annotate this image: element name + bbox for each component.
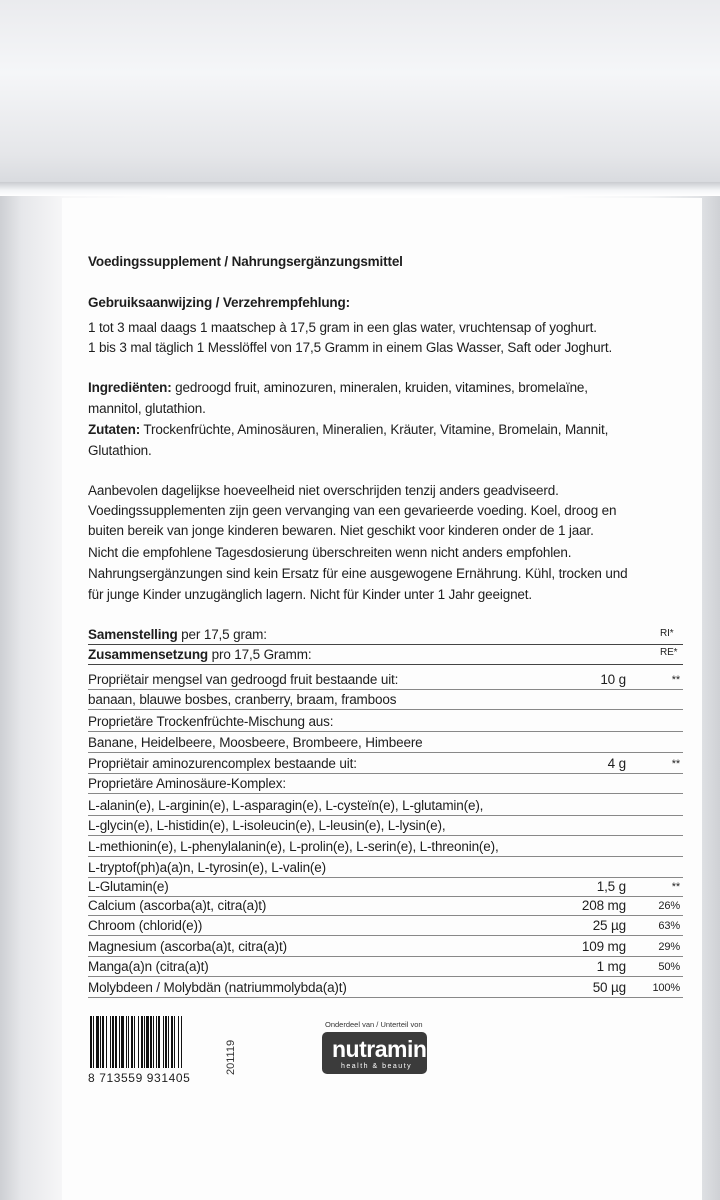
- composition-row-name: L-Glutamin(e): [88, 879, 169, 894]
- composition-row-name: banaan, blauwe bosbes, cranberry, braam, framboos: [88, 692, 397, 707]
- composition-row-ri: 29%: [658, 941, 680, 953]
- composition-row-divider: [88, 956, 683, 957]
- ingredients-de-text: Trockenfrüchte, Aminosäuren, Mineralien, Kräuter, Vitamine, Bromelain, Mannit,: [140, 422, 609, 437]
- barcode: [88, 1016, 220, 1070]
- composition-row-ri: 63%: [658, 920, 680, 932]
- composition-row-amount: 50 µg: [592, 980, 626, 995]
- barcode-bar: [153, 1016, 154, 1068]
- barcode-bar: [110, 1016, 111, 1068]
- composition-row-name: L-glycin(e), L-histidin(e), L-isoleucin(e), L-leusin(e), L-lysin(e),: [88, 818, 446, 833]
- composition-row-name: Calcium (ascorba(a)t, citra(a)t): [88, 898, 267, 913]
- composition-row-name: Manga(a)n (citra(a)t): [88, 959, 209, 974]
- barcode-bar: [168, 1016, 169, 1068]
- barcode-bar: [119, 1016, 120, 1068]
- composition-row-ri: **: [671, 674, 680, 686]
- barcode-bar: [181, 1016, 182, 1068]
- barcode-bar: [178, 1016, 179, 1068]
- barcode-bar: [156, 1016, 157, 1068]
- brand-tagline: health & beauty: [341, 1063, 413, 1070]
- composition-row-name: L-methionin(e), L-phenylalanin(e), L-prolin(e), L-serin(e), L-threonin(e),: [88, 839, 499, 854]
- lot-number: 201119: [225, 1039, 237, 1075]
- composition-row-amount: 4 g: [607, 756, 626, 771]
- barcode-bar: [138, 1016, 139, 1068]
- composition-row-divider: [88, 976, 683, 977]
- composition-row-amount: 10 g: [600, 672, 626, 687]
- composition-de-label: Zusammensetzung: [88, 647, 209, 662]
- composition-row-divider: [88, 689, 683, 690]
- composition-row-divider: [88, 835, 683, 836]
- composition-row-name: L-alanin(e), L-arginin(e), L-asparagin(e), L-cysteïn(e), L-glutamin(e),: [88, 798, 484, 813]
- barcode-bar: [174, 1016, 175, 1068]
- composition-row-name: Molybdeen / Molybdän (natriummolybda(a)t): [88, 980, 347, 995]
- composition-row-divider: [88, 815, 683, 816]
- composition-row-name: Propriëtair aminozurencomplex bestaande uit:: [88, 756, 357, 771]
- brand-caption: Onderdeel van / Unterteil von: [325, 1020, 423, 1029]
- barcode-bar: [171, 1016, 173, 1068]
- barcode-bar: [115, 1016, 117, 1068]
- ri-nl-header: RI*: [660, 628, 674, 639]
- barcode-bar: [112, 1016, 114, 1068]
- composition-row-divider: [88, 896, 683, 897]
- barcode-bar: [126, 1016, 127, 1068]
- composition-row-divider: [88, 793, 683, 794]
- barcode-bar: [100, 1016, 101, 1068]
- barcode-bar: [146, 1016, 149, 1068]
- barcode-bar: [128, 1016, 129, 1068]
- usage-line-nl: 1 tot 3 maal daags 1 maatschep à 17,5 gram in een glas water, vruchtensap of yoghurt.: [88, 320, 597, 335]
- barcode-bar: [144, 1016, 145, 1068]
- warning-line: Nicht die empfohlene Tagesdosierung überschreiten wenn nicht anders empfohlen.: [88, 545, 572, 560]
- warning-line: Voedingssupplementen zijn geen vervanging van een gevarieerde voeding. Koel, droog en: [88, 503, 617, 518]
- composition-divider: [88, 664, 683, 665]
- jar-lid: [0, 0, 720, 182]
- composition-row-divider: [88, 877, 683, 878]
- product-type-title: Voedingssupplement / Nahrungsergänzungsmittel: [88, 254, 403, 269]
- barcode-bar: [90, 1016, 92, 1068]
- warning-line: buiten bereik van jonge kinderen bewaren. Niet geschikt voor kinderen onder de 1 jaar.: [88, 523, 594, 538]
- barcode-bar: [165, 1016, 167, 1068]
- composition-de-rest: pro 17,5 Gramm:: [208, 647, 312, 662]
- composition-row-name: Magnesium (ascorba(a)t, citra(a)t): [88, 939, 287, 954]
- composition-row-ri: **: [671, 758, 680, 770]
- composition-row-divider: [88, 915, 683, 916]
- warning-line: für junge Kinder unzugänglich lagern. Nicht für Kinder unter 1 Jahr geeignet.: [88, 587, 532, 602]
- composition-row-amount: 1 mg: [596, 959, 626, 974]
- composition-row-name: Banane, Heidelbeere, Moosbeere, Brombeere, Himbeere: [88, 735, 423, 750]
- barcode-number: 8 713559 931405: [88, 1071, 191, 1085]
- composition-row-ri: 100%: [652, 982, 680, 994]
- barcode-bar: [163, 1016, 164, 1068]
- composition-row-divider: [88, 856, 683, 857]
- ingredients-nl-label: Ingrediënten:: [88, 380, 172, 395]
- ingredients-nl-text: gedroogd fruit, aminozuren, mineralen, kruiden, vitamines, bromelaïne,: [171, 380, 588, 395]
- barcode-bar: [121, 1016, 124, 1068]
- ingredients-de-line-2: Glutathion.: [88, 443, 152, 458]
- composition-row-name: Proprietäre Aminosäure-Komplex:: [88, 776, 286, 791]
- brand-name: nutramin: [332, 1036, 427, 1062]
- composition-divider: [88, 644, 683, 645]
- barcode-bar: [150, 1016, 152, 1068]
- composition-row-divider: [88, 935, 683, 936]
- jar-lid-rim: [0, 182, 720, 196]
- barcode-bar: [96, 1016, 99, 1068]
- ingredients-de-line-1: [88, 422, 608, 438]
- composition-row-ri: **: [671, 881, 680, 893]
- composition-row-ri: 50%: [658, 961, 680, 973]
- barcode-bar: [158, 1016, 160, 1068]
- composition-de-heading: [88, 647, 311, 663]
- composition-row-divider: [88, 997, 683, 998]
- composition-row-ri: 26%: [658, 900, 680, 912]
- composition-nl-rest: per 17,5 gram:: [177, 627, 267, 642]
- warning-line: Aanbevolen dagelijkse hoeveelheid niet overschrijden tenzij anders geadviseerd.: [88, 483, 559, 498]
- composition-row-name: Propriëtair mengsel van gedroogd fruit bestaande uit:: [88, 672, 399, 687]
- composition-row-divider: [88, 731, 683, 732]
- composition-row-amount: 109 mg: [581, 939, 626, 954]
- composition-row-divider: [88, 709, 683, 710]
- composition-row-name: Chroom (chlorid(e)): [88, 918, 203, 933]
- composition-nl-label: Samenstelling: [88, 627, 178, 642]
- composition-row-name: L-tryptof(ph)a(a)n, L-tyrosin(e), L-valin(e): [88, 860, 326, 875]
- usage-line-de: 1 bis 3 mal täglich 1 Messlöffel von 17,5 Gramm in einem Glas Wasser, Saft oder Joghurt.: [88, 340, 613, 355]
- barcode-bar: [141, 1016, 143, 1068]
- warning-line: Nahrungsergänzungen sind kein Ersatz für eine ausgewogene Ernährung. Kühl, trocken und: [88, 566, 628, 581]
- ingredients-de-label: Zutaten:: [88, 422, 141, 437]
- composition-row-amount: 1,5 g: [596, 879, 626, 894]
- usage-heading: Gebruiksaanwijzing / Verzehrempfehlung:: [88, 295, 350, 310]
- barcode-bar: [106, 1016, 107, 1068]
- barcode-bar: [102, 1016, 104, 1068]
- ingredients-nl-line-1: [88, 380, 588, 396]
- composition-row-divider: [88, 773, 683, 774]
- composition-row-amount: 25 µg: [592, 918, 626, 933]
- barcode-bar: [134, 1016, 135, 1068]
- barcode-bar: [131, 1016, 133, 1068]
- barcode-bar: [93, 1016, 94, 1068]
- ingredients-nl-line-2: mannitol, glutathion.: [88, 401, 206, 416]
- composition-nl-heading: [88, 627, 267, 643]
- composition-row-amount: 208 mg: [581, 898, 626, 913]
- composition-row-divider: [88, 752, 683, 753]
- ri-de-header: RE*: [660, 647, 678, 658]
- composition-row-name: Proprietäre Trockenfrüchte-Mischung aus:: [88, 714, 334, 729]
